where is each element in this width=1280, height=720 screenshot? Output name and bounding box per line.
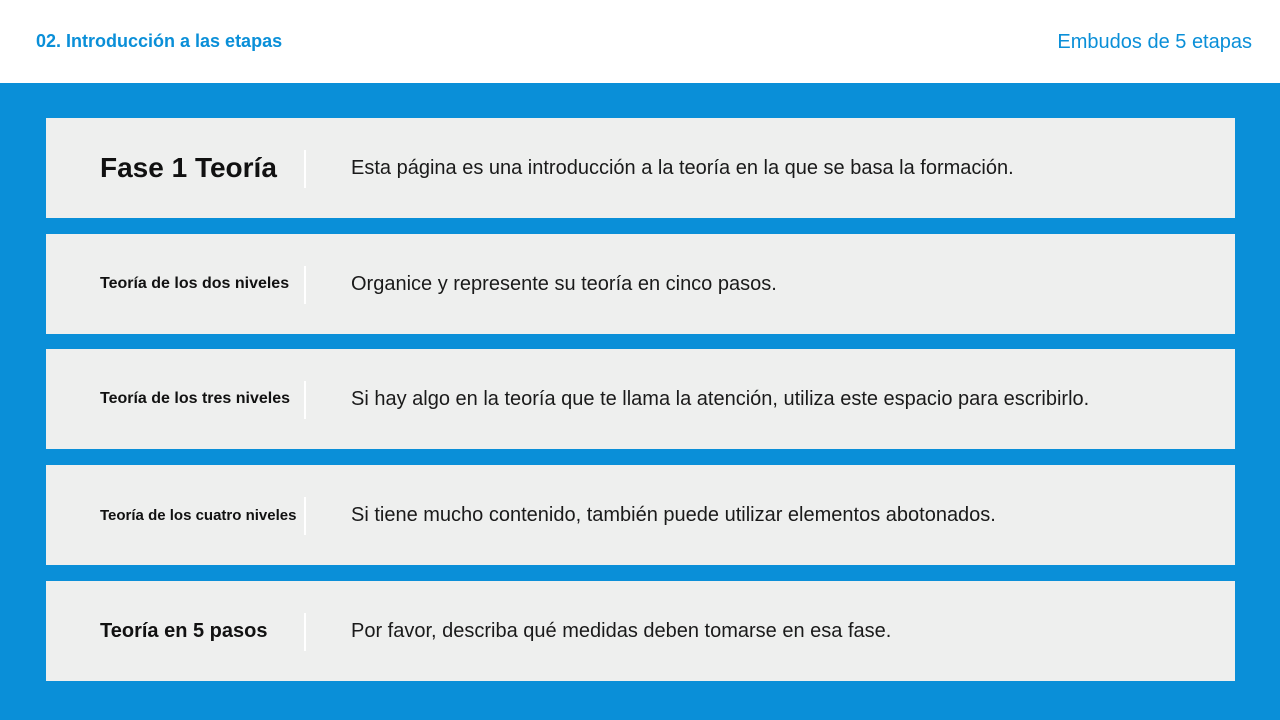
stage-row-label: Teoría en 5 pasos	[100, 619, 268, 642]
row-divider	[304, 150, 306, 188]
deck-title: Embudos de 5 etapas	[1057, 31, 1252, 53]
row-divider	[304, 613, 306, 651]
stage-row-label: Fase 1 Teoría	[100, 152, 277, 183]
stage-row-4	[46, 465, 1235, 565]
stage-row-label: Teoría de los dos niveles	[100, 275, 290, 292]
stage-row-3	[46, 349, 1235, 449]
stage-row-description: Organice y represente su teoría en cinco pasos.	[351, 272, 777, 295]
row-divider	[304, 266, 306, 304]
stage-row-description: Esta página es una introducción a la teoría en la que se basa la formación.	[351, 156, 1014, 179]
section-title: 02. Introducción a las etapas	[36, 31, 283, 51]
stage-row-5	[46, 581, 1235, 681]
stage-row-description: Si hay algo en la teoría que te llama la atención, utiliza este espacio para escribirlo.	[351, 387, 1090, 410]
stage-row-description: Si tiene mucho contenido, también puede utilizar elementos abotonados.	[351, 503, 996, 526]
stage-row-1	[46, 118, 1235, 218]
stage-row-description: Por favor, describa qué medidas deben tomarse en esa fase.	[351, 619, 892, 642]
stage-row-label: Teoría de los cuatro niveles	[100, 506, 297, 524]
stage-row-label: Teoría de los tres niveles	[100, 390, 291, 407]
header	[0, 0, 1280, 83]
stage-row-2	[46, 234, 1235, 334]
row-divider	[304, 497, 306, 535]
row-divider	[304, 381, 306, 419]
